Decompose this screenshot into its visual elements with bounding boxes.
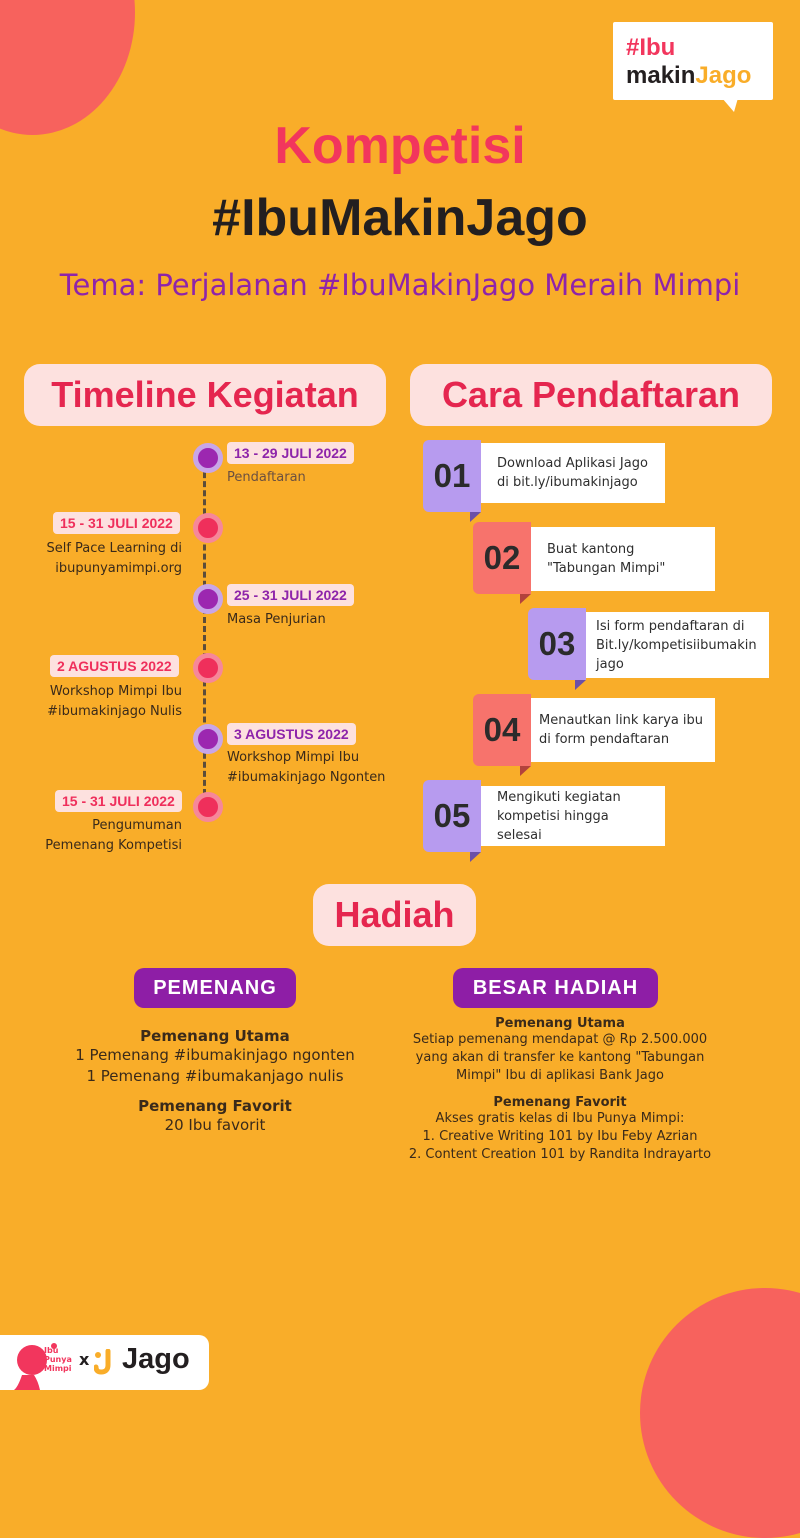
- logo-bubble-tail: [722, 98, 738, 112]
- step-text: [586, 612, 769, 678]
- logo-word-jago: Jago: [695, 62, 752, 89]
- registration-heading: Cara Pendaftaran: [410, 364, 772, 426]
- timeline-dot: [193, 443, 223, 473]
- logo-separator: x: [79, 1350, 90, 1369]
- logo-line-2: [626, 62, 751, 90]
- step-fold: [520, 594, 531, 604]
- ibu-punya-mimpi-text: Ibu Punya Mimpi: [44, 1346, 72, 1373]
- logo-line-1: #Ibu: [626, 34, 676, 61]
- timeline-desc-line: Workshop Mimpi Ibu: [49, 684, 182, 699]
- timeline-date: 13 - 29 JULI 2022: [227, 442, 354, 464]
- amount-main-line: Setiap pemenang mendapat @ Rp 2.500.000: [412, 1032, 708, 1047]
- timeline-desc-line: Workshop Mimpi Ibu: [227, 750, 360, 765]
- amount-fav-line: 1. Creative Writing 101 by Ibu Feby Azrian: [422, 1129, 698, 1144]
- step-line: Bit.ly/kompetisiibumakin: [596, 637, 757, 653]
- step-text: [481, 443, 665, 503]
- step-line: Download Aplikasi Jago: [497, 456, 648, 471]
- timeline-date: 15 - 31 JULI 2022: [53, 512, 180, 534]
- partner-logos: [0, 1335, 209, 1390]
- amount-fav-line: 2. Content Creation 101 by Randita Indrayarto: [408, 1147, 712, 1162]
- step-line: "Tabungan Mimpi": [547, 561, 666, 576]
- step-fold: [470, 852, 481, 862]
- timeline-date: 15 - 31 JULI 2022: [55, 790, 182, 812]
- prize-amount-badge: BESAR HADIAH: [453, 968, 658, 1008]
- timeline-desc: Pendaftaran: [227, 470, 306, 485]
- step-line: Isi form pendaftaran di: [596, 618, 745, 634]
- winners-main-title: Pemenang Utama: [140, 1027, 290, 1045]
- step-fold: [575, 680, 586, 690]
- prizes-heading: Hadiah: [313, 884, 476, 946]
- step-number: 01: [423, 440, 481, 512]
- timeline-dot: [193, 792, 223, 822]
- decorative-circle-bottom-right: [640, 1288, 800, 1538]
- timeline-desc: [20, 539, 182, 579]
- amount-main-line: Mimpi" Ibu di aplikasi Bank Jago: [456, 1068, 664, 1083]
- timeline-desc-line: #ibumakinjago Ngonten: [227, 770, 386, 785]
- step-line: Menautkan link karya ibu: [539, 713, 704, 728]
- decorative-circle-top-left: [0, 0, 135, 135]
- step-line: di form pendaftaran: [539, 732, 670, 747]
- timeline-date: 3 AGUSTUS 2022: [227, 723, 356, 745]
- step-line: jago: [596, 656, 624, 672]
- jago-wordmark: Jago: [122, 1343, 190, 1375]
- theme-subtitle: Tema: Perjalanan #IbuMakinJago Meraih Mimpi: [59, 268, 741, 302]
- winners-column: [60, 1027, 370, 1136]
- step-fold: [470, 512, 481, 522]
- step-line: kompetisi hingga selesai: [497, 808, 609, 843]
- amount-main-line: yang akan di transfer ke kantong "Tabungan: [415, 1050, 705, 1065]
- amount-fav-line: Akses gratis kelas di Ibu Punya Mimpi:: [435, 1111, 685, 1126]
- timeline-desc-line: Pengumuman: [92, 818, 182, 833]
- step-line: Mengikuti kegiatan: [497, 789, 621, 805]
- timeline-desc-line: Pemenang Kompetisi: [45, 838, 182, 853]
- timeline-dot: [193, 653, 223, 683]
- step-number: 02: [473, 522, 531, 594]
- step-fold: [520, 766, 531, 776]
- timeline-desc-line: ibupunyamimpi.org: [55, 561, 182, 576]
- step-number: 03: [528, 608, 586, 680]
- winners-badge: PEMENANG: [134, 968, 296, 1008]
- amount-main-title: Pemenang Utama: [495, 1016, 625, 1031]
- timeline-heading: Timeline Kegiatan: [24, 364, 386, 426]
- timeline-desc-line: #ibumakinjago Nulis: [47, 704, 182, 719]
- timeline-desc: Masa Penjurian: [227, 612, 326, 627]
- step-line: Buat kantong: [547, 542, 635, 557]
- step-number: 05: [423, 780, 481, 852]
- timeline-desc: [227, 748, 385, 788]
- timeline-desc: [20, 816, 182, 856]
- amount-fav-title: Pemenang Favorit: [493, 1095, 627, 1110]
- step-text: [531, 698, 715, 762]
- winners-fav-line: 20 Ibu favorit: [164, 1116, 266, 1134]
- timeline-date: 25 - 31 JULI 2022: [227, 584, 354, 606]
- timeline-dot: [193, 584, 223, 614]
- timeline-desc-line: Self Pace Learning di: [46, 541, 182, 556]
- step-text: [531, 527, 715, 591]
- timeline-desc: [20, 682, 182, 722]
- page-title-line-2: #IbuMakinJago: [212, 189, 588, 247]
- logo-word-makin: makin: [626, 62, 696, 89]
- winners-main-line: 1 Pemenang #ibumakanjago nulis: [86, 1067, 344, 1085]
- winners-fav-title: Pemenang Favorit: [138, 1097, 292, 1115]
- step-number: 04: [473, 694, 531, 766]
- page-title-line-1: Kompetisi: [274, 117, 526, 175]
- step-line: di bit.ly/ibumakinjago: [497, 475, 638, 490]
- timeline-dot: [193, 724, 223, 754]
- winners-main-line: 1 Pemenang #ibumakinjago ngonten: [75, 1046, 355, 1064]
- prize-amount-column: [380, 1016, 740, 1164]
- jago-j-icon: [94, 1349, 116, 1375]
- timeline-dot: [193, 513, 223, 543]
- step-text: [481, 786, 665, 846]
- timeline-date: 2 AGUSTUS 2022: [50, 655, 179, 677]
